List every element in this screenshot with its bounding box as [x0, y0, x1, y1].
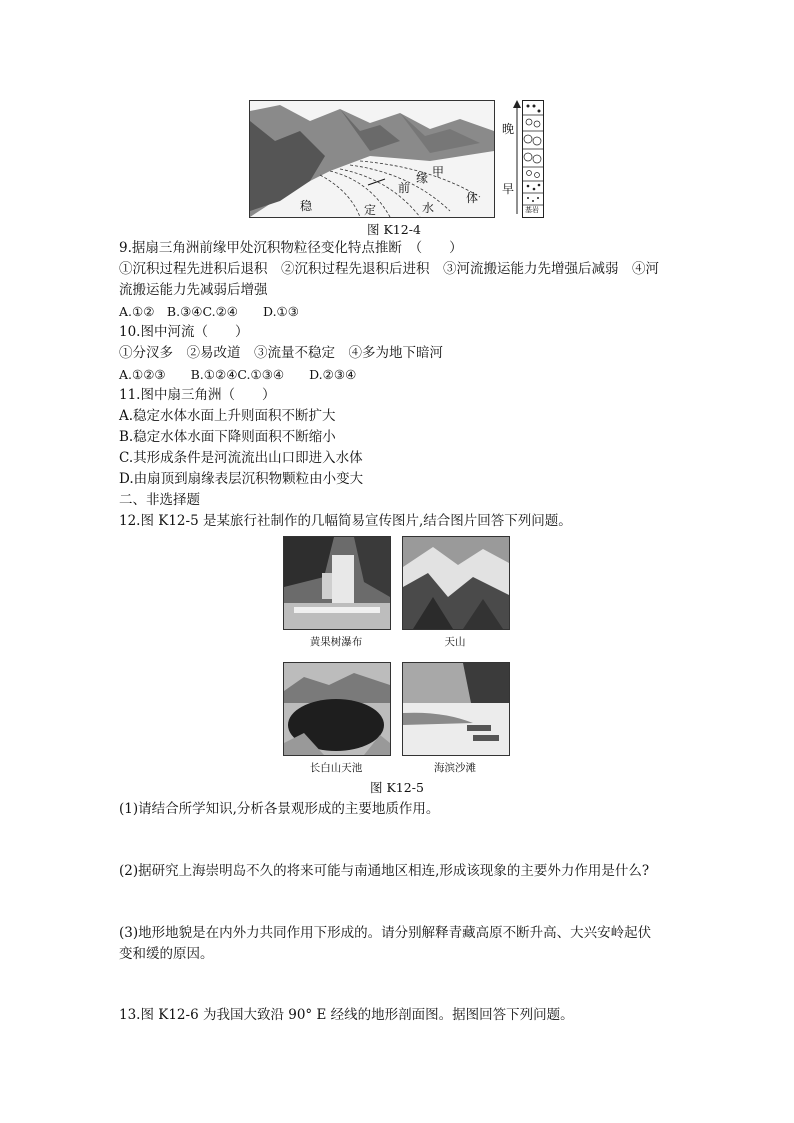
q12-stem: 12.图 K12-5 是某旅行社制作的几幅简易宣传图片,结合图片回答下列问题。	[119, 513, 572, 529]
time-arrow	[512, 100, 522, 216]
q11-option-d: D.由扇顶到扇缘表层沉积物颗粒由小变大	[119, 471, 364, 487]
photo-changbaishan-tianchi	[283, 662, 391, 756]
label-shui: 水	[422, 201, 435, 215]
photo-caption-4: 海滨沙滩	[434, 762, 476, 774]
q12-part2: (2)据研究上海崇明岛不久的将来可能与南通地区相连,形成该现象的主要外力作用是什么?	[119, 863, 650, 879]
q12-part3-line1: (3)地形地貌是在内外力共同作用下形成的。请分别解释青藏高原不断升高、大兴安岭起伏	[119, 925, 652, 941]
q9-options-line2: 流搬运能力先减弱后增强	[119, 282, 268, 298]
photo-caption-2: 天山	[444, 636, 466, 648]
section-heading: 二、非选择题	[119, 492, 200, 508]
q12-part3-line2: 变和缓的原因。	[119, 946, 214, 962]
label-qian: 前	[398, 181, 411, 195]
axis-early-label: 早	[502, 182, 515, 196]
figure-caption-k12-5: 图 K12-5	[370, 780, 424, 795]
q12-part1: (1)请结合所学知识,分析各景观形成的主要地质作用。	[119, 801, 440, 817]
label-ding: 定	[364, 203, 377, 217]
q11-option-a: A.稳定水体水面上升则面积不断扩大	[119, 408, 336, 424]
q11-option-b: B.稳定水体水面下降则面积不断缩小	[119, 429, 336, 445]
q10-choices: A.①②③ B.①②④C.①③④ D.②③④	[119, 367, 357, 382]
q9-stem: 9.据扇三角洲前缘甲处沉积物粒径变化特点推断 （ ）	[119, 240, 463, 256]
q9-choices: A.①② B.③④C.②④ D.①③	[119, 304, 299, 319]
label-jia: 甲	[432, 165, 445, 179]
strat-column	[522, 100, 544, 218]
q11-stem: 11.图中扇三角洲（ ）	[119, 387, 276, 403]
delta-landscape-figure	[249, 100, 495, 218]
q9-options-line1: ①沉积过程先进积后退积 ②沉积过程先退积后进积 ③河流搬运能力先增强后减弱 ④河	[119, 261, 659, 277]
strat-base-label: 基岩	[525, 206, 539, 214]
q10-options: ①分汊多 ②易改道 ③流量不稳定 ④多为地下暗河	[119, 345, 443, 361]
photo-tianshan	[402, 536, 510, 630]
photo-caption-1: 黄果树瀑布	[309, 636, 363, 648]
delta-sketch	[250, 101, 494, 217]
q10-stem: 10.图中河流（ ）	[119, 324, 249, 340]
photo-seaside-beach	[402, 662, 510, 756]
q11-option-c: C.其形成条件是河流流出山口即进入水体	[119, 450, 363, 466]
photo-huangguoshu-waterfall	[283, 536, 391, 630]
axis-late-label: 晚	[502, 122, 515, 136]
strat-layers	[523, 101, 543, 217]
photo-caption-3: 长白山天池	[309, 762, 363, 774]
figure-caption-k12-4: 图 K12-4	[367, 222, 421, 237]
label-wen: 稳	[300, 199, 313, 213]
label-ti: 体	[466, 191, 479, 205]
label-yuan: 缘	[416, 171, 429, 185]
q13-stem: 13.图 K12-6 为我国大致沿 90° E 经线的地形剖面图。据图回答下列问题。	[119, 1007, 574, 1023]
